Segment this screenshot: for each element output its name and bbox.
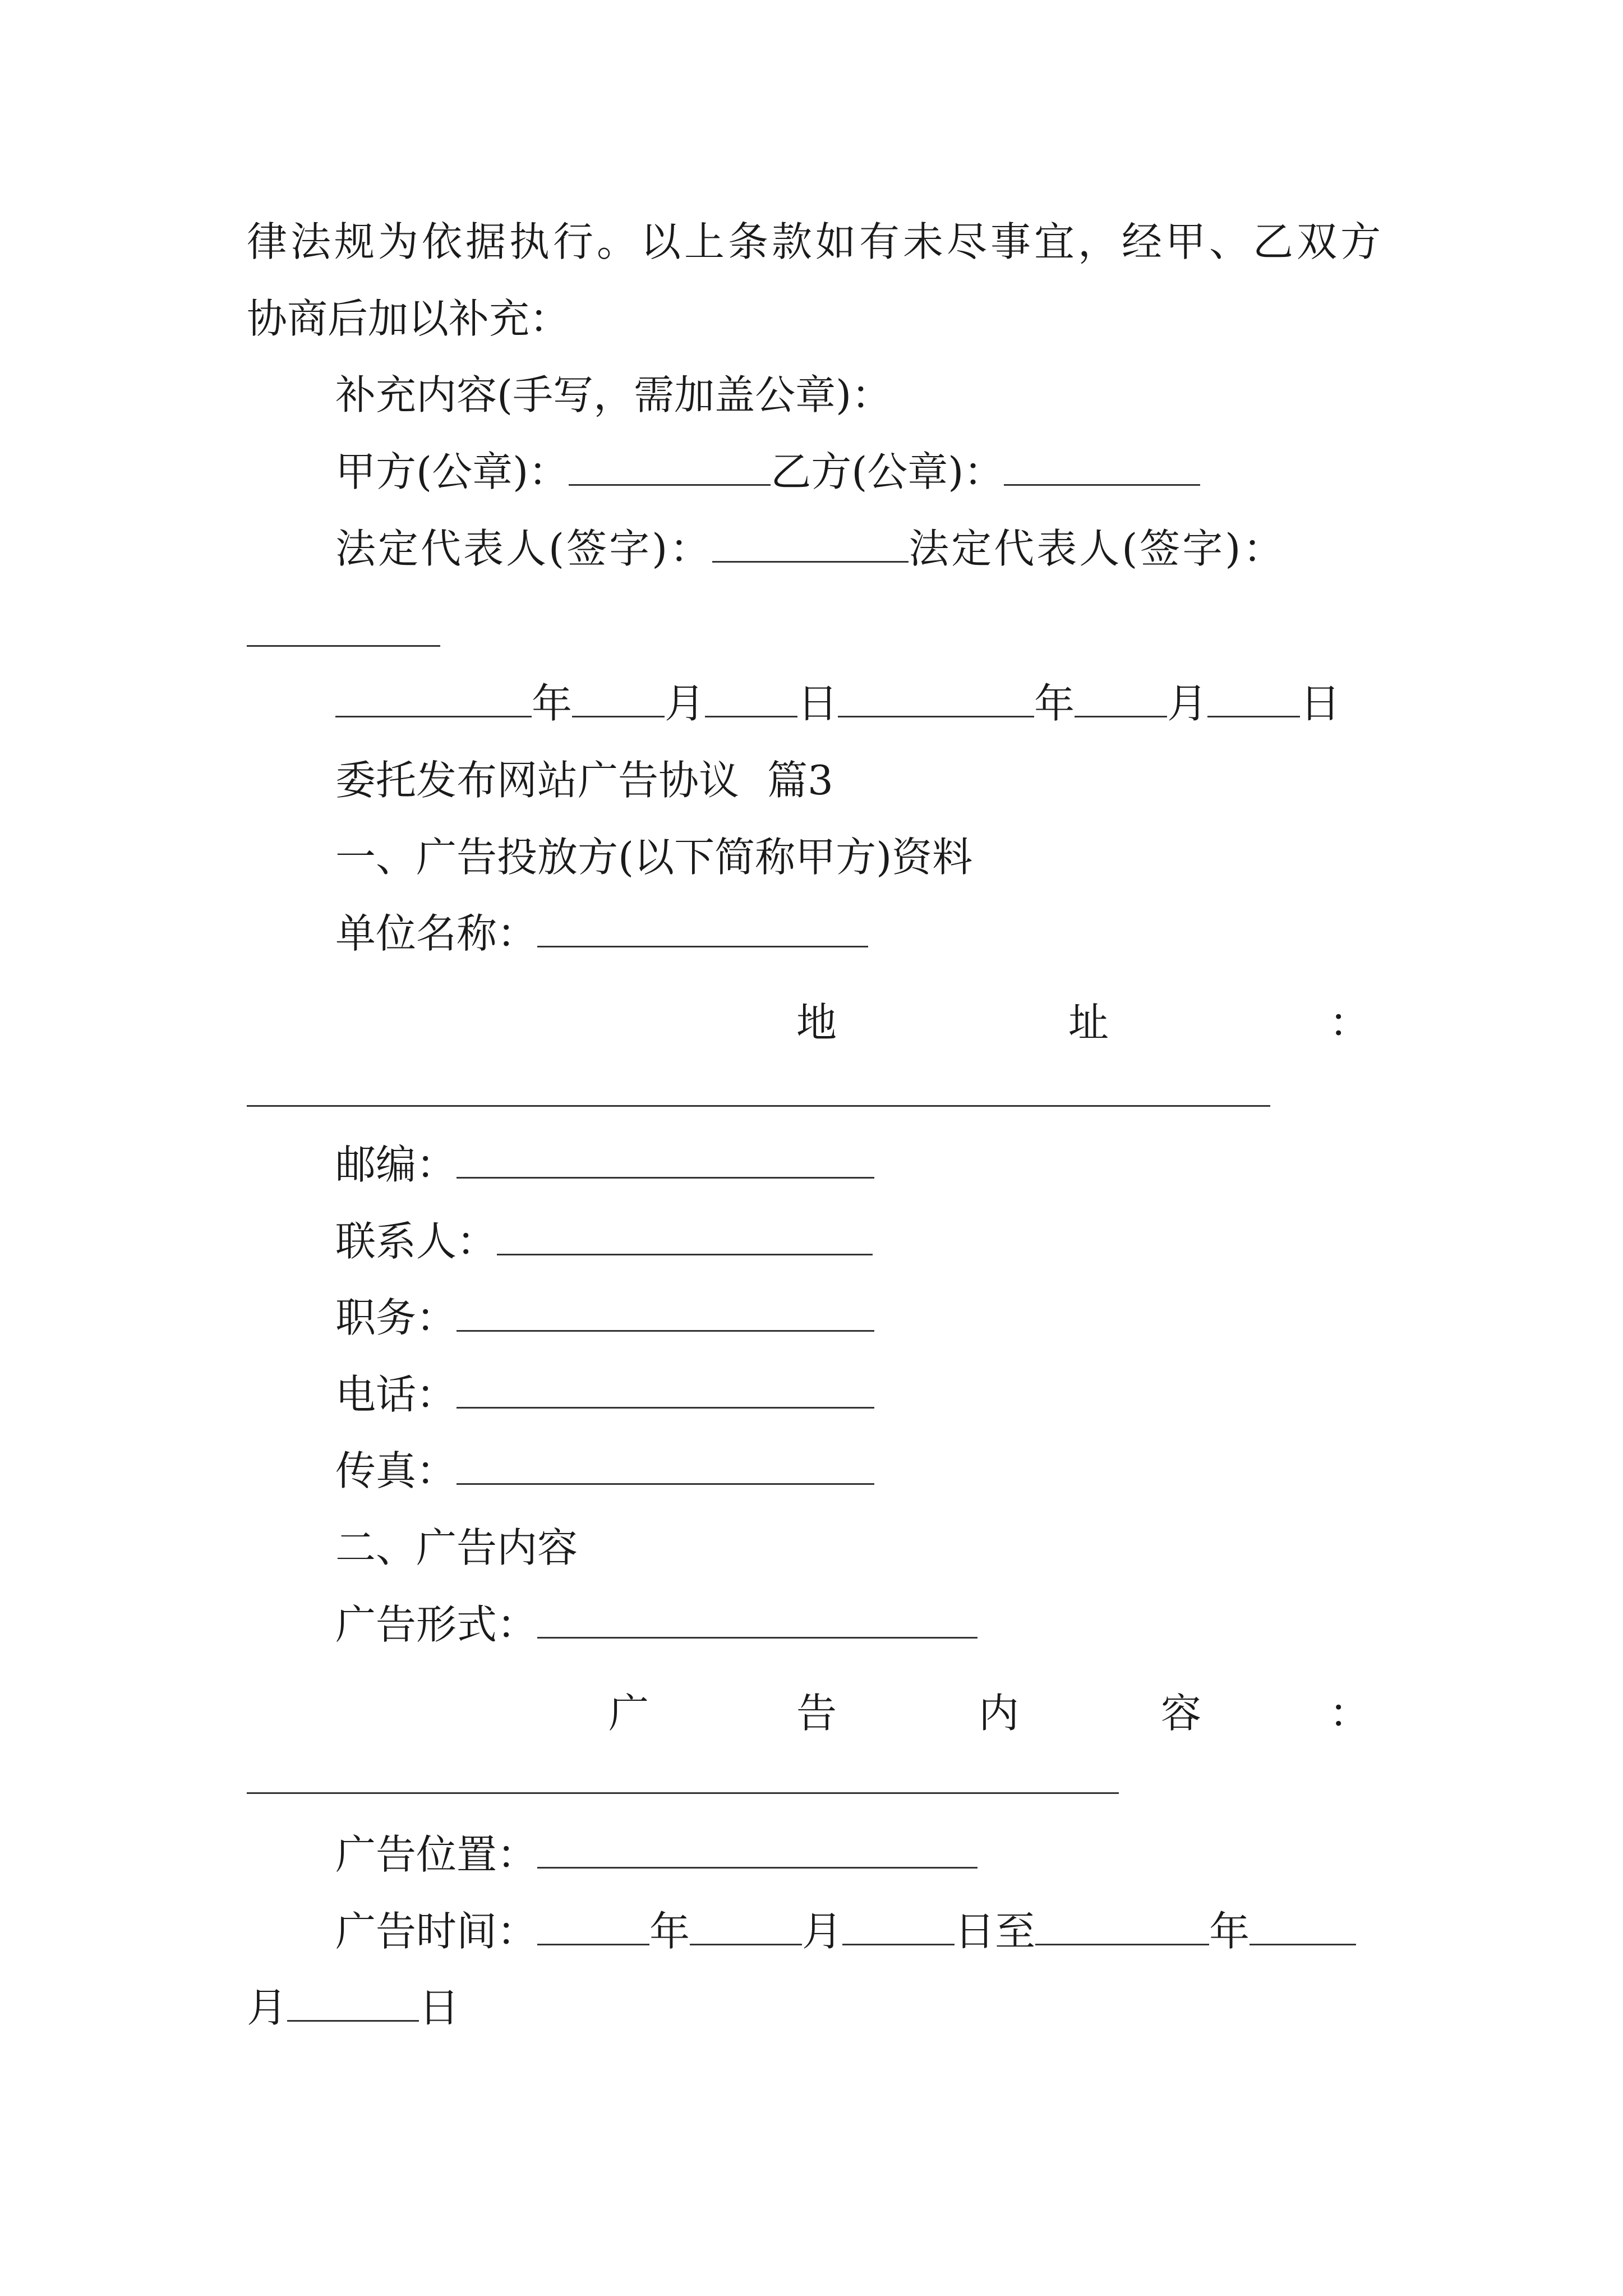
date-line	[335, 680, 1341, 727]
address-line	[0, 990, 1623, 1046]
contact-line	[335, 1218, 873, 1265]
ad-time-line-2	[247, 1984, 460, 2031]
ad-form-line	[335, 1601, 978, 1648]
ad-content-line	[0, 1681, 1623, 1737]
date-b-day-blank[interactable]	[1207, 715, 1300, 717]
party-seal-line	[335, 448, 1200, 495]
month-label: 月	[247, 1984, 288, 2031]
ad-content-blank[interactable]	[247, 1792, 1119, 1794]
ad-time-label: 广告时间：	[335, 1908, 538, 1955]
part-1-title-text: 一、广告投放方(以下简称甲方)资料	[335, 834, 973, 881]
legal-rep-b-blank[interactable]	[247, 645, 440, 647]
position-label: 职务：	[335, 1294, 457, 1341]
address-char: 地	[796, 999, 837, 1046]
paragraph-line	[247, 218, 1385, 265]
party-a-seal-blank[interactable]	[569, 484, 771, 486]
date-b-month-blank[interactable]	[1075, 715, 1167, 717]
part-1-title	[335, 834, 973, 881]
year-label: 年	[649, 1908, 690, 1955]
phone-blank[interactable]	[457, 1406, 874, 1409]
address-colon: ：	[1329, 999, 1370, 1046]
year-label: 年	[1209, 1908, 1250, 1955]
legal-rep-line	[335, 525, 1286, 572]
day-label: 日	[797, 680, 838, 727]
section-title-text: 委托发布网站广告协议	[335, 757, 740, 804]
date-a-month-blank[interactable]	[572, 715, 665, 717]
position-blank[interactable]	[457, 1329, 874, 1332]
day-label: 日	[1300, 680, 1341, 727]
section-title	[335, 757, 833, 804]
date-b-year-blank[interactable]	[838, 715, 1034, 717]
postcode-blank[interactable]	[457, 1176, 874, 1179]
ad-content-char: 内	[979, 1690, 1020, 1737]
ad-time-start-day-blank[interactable]	[842, 1943, 955, 1945]
part-2-title	[335, 1524, 578, 1571]
postcode-label: 邮编：	[335, 1141, 457, 1188]
party-b-seal-blank[interactable]	[1004, 484, 1200, 486]
postcode-line	[335, 1141, 874, 1188]
contact-blank[interactable]	[497, 1253, 873, 1255]
ad-time-line	[335, 1908, 1356, 1955]
year-label: 年	[1034, 680, 1075, 727]
ad-time-end-day-blank[interactable]	[287, 2019, 419, 2022]
date-a-year-blank[interactable]	[335, 715, 532, 717]
supplement-label: 补充内容(手写，需加盖公章)：	[335, 371, 892, 418]
paragraph-text: 律法规为依据执行。以上条款如有未尽事宜，经甲、乙双方	[247, 218, 1385, 265]
ad-time-start-month-blank[interactable]	[690, 1943, 802, 1945]
phone-label: 电话：	[335, 1371, 457, 1418]
ad-position-label: 广告位置：	[335, 1831, 538, 1878]
ad-time-start-year-blank[interactable]	[537, 1943, 649, 1945]
legal-rep-a-blank[interactable]	[712, 560, 909, 563]
address-char: 址	[1068, 999, 1109, 1046]
ad-content-char: 告	[796, 1690, 837, 1737]
paragraph-line	[247, 295, 570, 342]
ad-form-blank[interactable]	[537, 1636, 978, 1639]
legal-rep-b-label: 法定代表人(签字)：	[909, 525, 1286, 572]
part-2-title-text: 二、广告内容	[335, 1524, 578, 1571]
ad-time-end-year-blank[interactable]	[1035, 1943, 1209, 1945]
contact-label: 联系人：	[335, 1218, 497, 1265]
year-label: 年	[532, 680, 573, 727]
month-label: 月	[665, 680, 706, 727]
ad-time-end-month-blank[interactable]	[1249, 1943, 1356, 1945]
ad-content-colon: ：	[1329, 1690, 1370, 1737]
ad-content-char: 容	[1161, 1690, 1202, 1737]
month-label: 月	[1167, 680, 1208, 727]
date-a-day-blank[interactable]	[705, 715, 797, 717]
unit-name-blank[interactable]	[537, 945, 868, 947]
ad-content-char: 广	[608, 1690, 649, 1737]
unit-name-line	[335, 910, 868, 957]
position-line	[335, 1294, 874, 1341]
month-label: 月	[802, 1908, 843, 1955]
day-label: 日	[419, 1984, 460, 2031]
ad-time-to-label: 日至	[955, 1908, 1036, 1955]
ad-position-line	[335, 1831, 978, 1878]
fax-line	[335, 1447, 874, 1494]
unit-name-label: 单位名称：	[335, 910, 538, 957]
ad-position-blank[interactable]	[537, 1866, 978, 1869]
phone-line	[335, 1371, 874, 1418]
ad-form-label: 广告形式：	[335, 1601, 538, 1648]
party-b-seal-label: 乙方(公章)：	[771, 448, 1004, 495]
party-a-seal-label: 甲方(公章)：	[335, 448, 569, 495]
paragraph-text: 协商后加以补充：	[247, 295, 570, 342]
fax-blank[interactable]	[457, 1483, 874, 1485]
supplement-line	[335, 371, 892, 418]
legal-rep-a-label: 法定代表人(签字)：	[335, 525, 713, 572]
address-blank[interactable]	[247, 1105, 1270, 1107]
fax-label: 传真：	[335, 1447, 457, 1494]
section-number: 篇3	[767, 757, 833, 804]
